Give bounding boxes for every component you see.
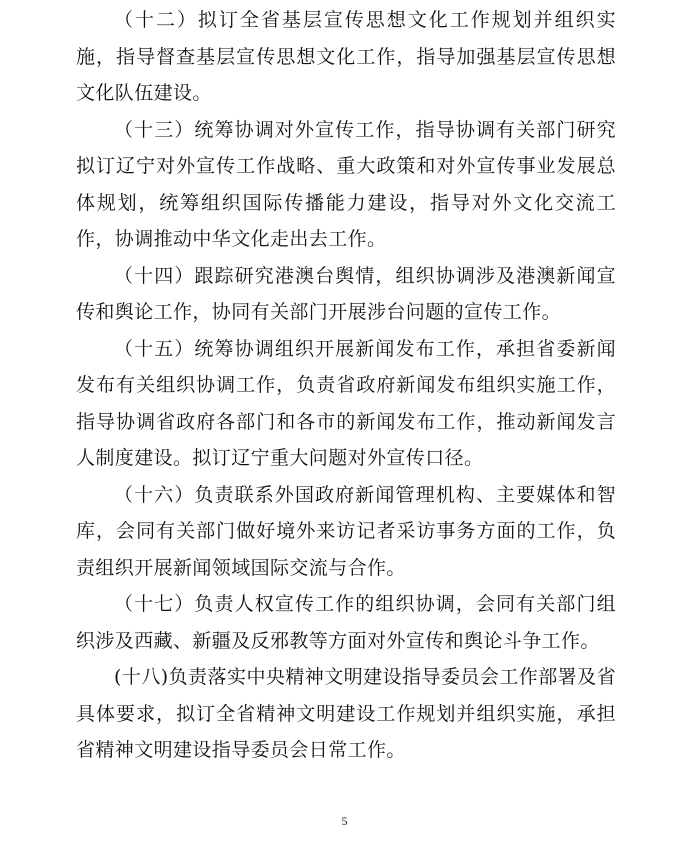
page-number: 5 xyxy=(341,814,348,828)
paragraph-15: （十五）统筹协调组织开展新闻发布工作，承担省委新闻发布有关组织协调工作，负责省政府新闻发布组织实施工作，指导协调省政府各部门和各市的新闻发布工作，推动新闻发言人制度建设。拟订辽宁重大问题对外宣传口径。 xyxy=(76,337,616,469)
paragraph-13: （十三）统筹协调对外宣传工作，指导协调有关部门研究拟订辽宁对外宣传工作战略、重大政策和对外宣传事业发展总体规划，统筹组织国际传播能力建设，指导对外文化交流工作，协调推动中华文化走出去工作。 xyxy=(76,118,616,250)
paragraph-12: （十二）拟订全省基层宣传思想文化工作规划并组织实施，指导督查基层宣传思想文化工作，指导加强基层宣传思想文化队伍建设。 xyxy=(76,9,616,104)
paragraph-14: （十四）跟踪研究港澳台舆情，组织协调涉及港澳新闻宣传和舆论工作，协同有关部门开展涉台问题的宣传工作。 xyxy=(76,264,616,323)
document-body xyxy=(76,2,616,769)
paragraph-16: （十六）负责联系外国政府新闻管理机构、主要媒体和智库，会同有关部门做好境外来访记者采访事务方面的工作，负责组织开展新闻领域国际交流与合作。 xyxy=(76,483,616,579)
paragraph-18: (十八)负责落实中央精神文明建设指导委员会工作部署及省具体要求，拟订全省精神文明建设工作规划并组织实施，承担省精神文明建设指导委员会日常工作。 xyxy=(76,666,616,761)
paragraph-17: （十七）负责人权宣传工作的组织协调，会同有关部门组织涉及西藏、新疆及反邪教等方面对外宣传和舆论斗争工作。 xyxy=(76,593,616,652)
